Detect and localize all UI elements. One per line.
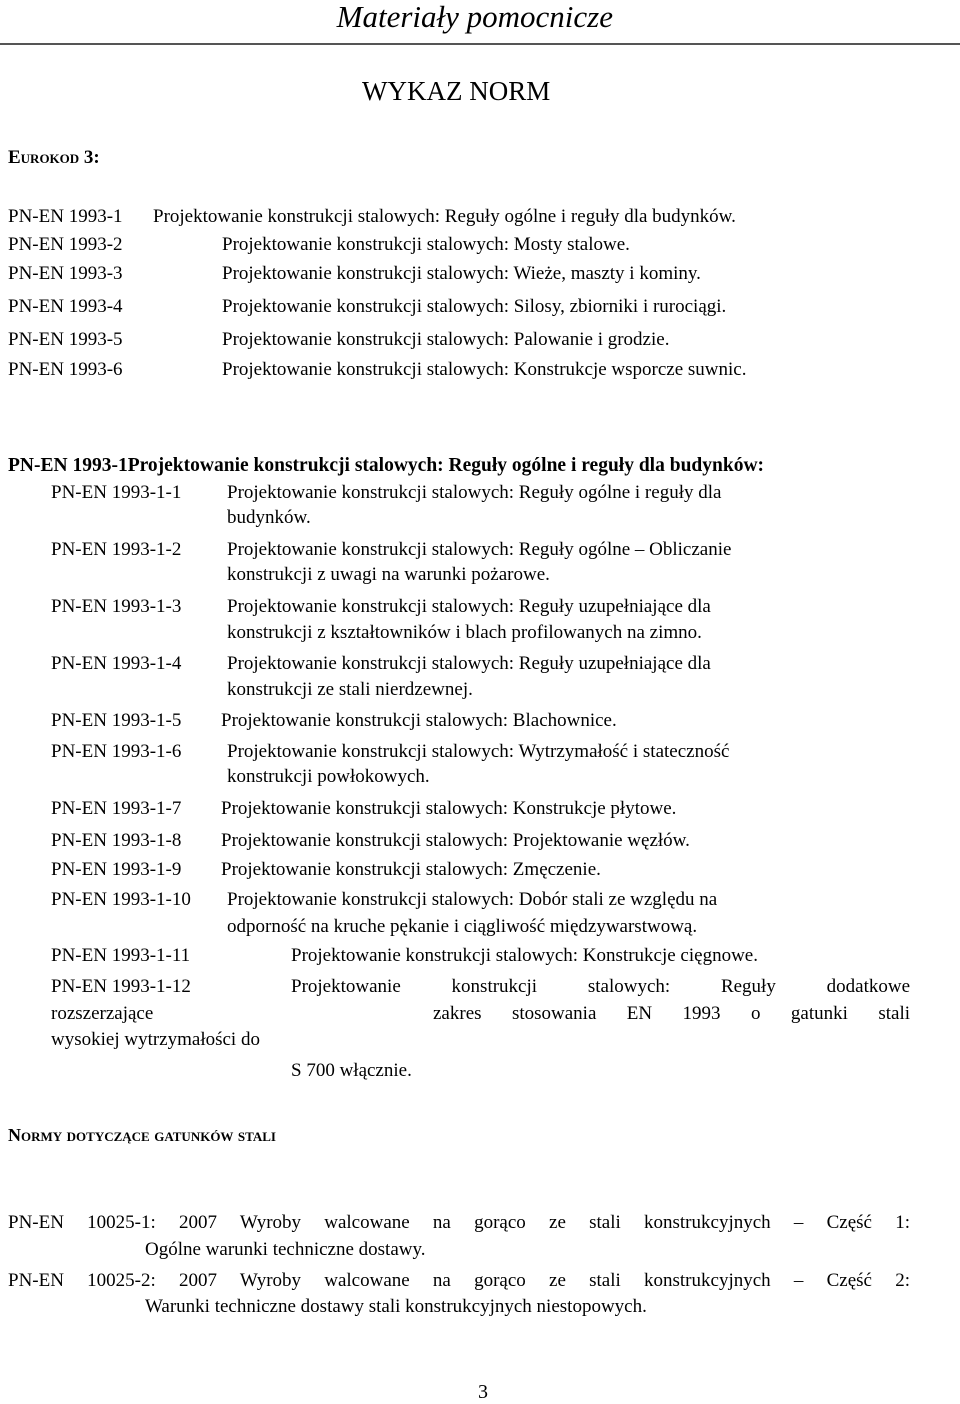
norm-code: PN-EN 1993-1-3 [51,596,182,617]
norm-title: Projektowanie konstrukcji stalowych: Reguły ogólne i reguły dla [227,482,722,503]
norm-title-continued: rozszerzające [51,1003,154,1024]
norm-title: Projektowanie konstrukcji stalowych: Zmęczenie. [221,859,601,880]
norm-title-continued: konstrukcji z kształtowników i blach profilowanych na zimno. [227,622,702,643]
norm-title-continued: konstrukcji ze stali nierdzewnej. [227,679,473,700]
norm-code: PN-EN 1993-1-1 [51,482,182,503]
steel-grades-heading: Normy dotyczące gatunków stali [8,1125,276,1145]
norm-title: Projektowanie konstrukcji stalowych: Wieże, maszty i kominy. [222,263,701,284]
norm-title-continued: zakres stosowania EN 1993 o gatunki stali [433,1003,910,1024]
part1-heading: PN-EN 1993-1Projektowanie konstrukcji stalowych: Reguły ogólne i reguły dla budynków: [8,455,765,476]
norm-code: PN-EN 1993-1-9 [51,859,182,880]
norm-code: PN-EN 1993-2 [8,234,123,255]
norm-entry: PN-EN 10025-2: 2007 Wyroby walcowane na gorąco ze stali konstrukcyjnych – Część 2: [8,1270,910,1291]
norm-code: PN-EN 1993-5 [8,329,123,350]
norm-title-continued: budynków. [227,507,311,528]
norm-code: PN-EN 1993-1-2 [51,539,182,560]
norm-title: Projektowanie konstrukcji stalowych: Konstrukcje płytowe. [221,798,677,819]
norm-code: PN-EN 1993-1-10 [51,889,191,910]
norm-title-continued: wysokiej wytrzymałości do [51,1029,260,1050]
norm-title: Projektowanie konstrukcji stalowych: Konstrukcje cięgnowe. [291,945,758,966]
norm-code: PN-EN 1993-1 [8,206,123,227]
norm-title: Projektowanie konstrukcji stalowych: Silosy, zbiorniki i rurociągi. [222,296,727,317]
norm-code: PN-EN 1993-4 [8,296,123,317]
norm-code: PN-EN 1993-6 [8,359,123,380]
norm-title-continued: S 700 włącznie. [291,1060,412,1081]
norm-title: Projektowanie konstrukcji stalowych: Blachownice. [221,710,617,731]
norm-entry: PN-EN 10025-1: 2007 Wyroby walcowane na gorąco ze stali konstrukcyjnych – Część 1: [8,1212,910,1233]
norm-title: Projektowanie konstrukcji stalowych: Wytrzymałość i stateczność [227,741,730,762]
norm-code: PN-EN 1993-1-12 [51,976,191,997]
norm-title: Projektowanie konstrukcji stalowych: Reguły uzupełniające dla [227,653,711,674]
norm-code: PN-EN 1993-1-4 [51,653,182,674]
norm-title: Projektowanie konstrukcji stalowych: Mosty stalowe. [222,234,630,255]
norm-title: Projektowanie konstrukcji stalowych: Reguły ogólne i reguły dla budynków. [153,206,736,227]
norm-code: PN-EN 1993-1-8 [51,830,182,851]
eurokod-heading: Eurokod 3: [8,147,100,168]
norm-title: Projektowanie konstrukcji stalowych: Reguły dodatkowe [291,976,910,997]
norm-entry-continued: Warunki techniczne dostawy stali konstrukcyjnych niestopowych. [145,1296,647,1317]
norm-title-continued: odporność na kruche pękanie i ciągliwość międzywarstwową. [227,916,698,937]
norm-entry-continued: Ogólne warunki techniczne dostawy. [145,1239,426,1260]
norm-title: Projektowanie konstrukcji stalowych: Dobór stali ze względu na [227,889,718,910]
norm-code: PN-EN 1993-3 [8,263,123,284]
document-header-title: Materiały pomocnicze [336,0,613,34]
page-number: 3 [478,1381,488,1403]
norm-title: Projektowanie konstrukcji stalowych: Reguły ogólne – Obliczanie [227,539,732,560]
norm-title: Projektowanie konstrukcji stalowych: Reguły uzupełniające dla [227,596,711,617]
norm-title-continued: konstrukcji z uwagi na warunki pożarowe. [227,564,550,585]
norm-title-continued: konstrukcji powłokowych. [227,766,430,787]
header-divider [0,43,960,45]
norm-code: PN-EN 1993-1-6 [51,741,182,762]
norm-title: Projektowanie konstrukcji stalowych: Palowanie i grodzie. [222,329,670,350]
page-title: WYKAZ NORM [362,76,551,106]
norm-title: Projektowanie konstrukcji stalowych: Konstrukcje wsporcze suwnic. [222,359,747,380]
norm-code: PN-EN 1993-1-5 [51,710,182,731]
norm-code: PN-EN 1993-1-11 [51,945,191,966]
norm-code: PN-EN 1993-1-7 [51,798,182,819]
norm-title: Projektowanie konstrukcji stalowych: Projektowanie węzłów. [221,830,690,851]
